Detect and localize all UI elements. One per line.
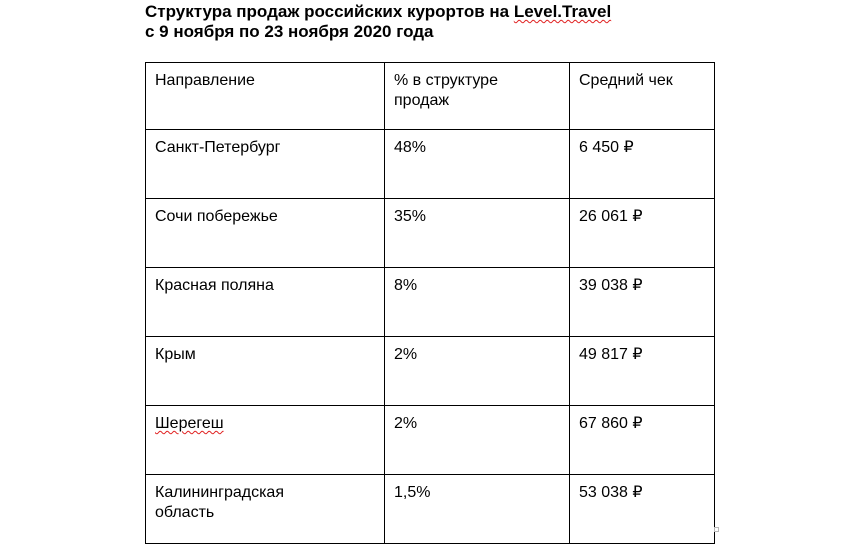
cell-direction [146,475,385,544]
table-row [146,199,715,268]
cell-share: 8% [385,268,570,337]
header-share-text: % в структуре продаж [394,72,498,109]
cell-avg-check: 49 817 ₽ [570,337,715,406]
cell-share: 2% [385,406,570,475]
header-avg-check: Средний чек [570,63,715,130]
cell-direction: Санкт-Петербург [146,130,385,199]
cell-direction: Сочи побережье [146,199,385,268]
cell-direction: Крым [146,337,385,406]
title-brand: Level.Travel [513,2,612,21]
header-share [385,63,570,130]
cell-avg-check: 67 860 ₽ [570,406,715,475]
table-row [146,268,715,337]
cell-direction-text: Шерегеш [155,415,224,432]
sales-structure-table [145,62,715,544]
cell-share: 1,5% [385,475,570,544]
cell-share: 48% [385,130,570,199]
cell-avg-check: 53 038 ₽ [570,475,715,544]
cell-avg-check: 6 450 ₽ [570,130,715,199]
cell-avg-check: 26 061 ₽ [570,199,715,268]
title-prefix: Структура продаж российских курортов на [145,2,514,21]
cell-avg-check: 39 038 ₽ [570,268,715,337]
table-row [146,475,715,544]
table-header-row [146,63,715,130]
cell-direction-text: Калининградская область [155,484,284,521]
cell-share: 2% [385,337,570,406]
table-row [146,337,715,406]
cell-direction [146,406,385,475]
title-line-2: с 9 ноября по 23 ноября 2020 года [145,22,434,41]
table-corner-marker [714,527,719,532]
title-line-1 [145,2,611,22]
header-direction: Направление [146,63,385,130]
table-row [146,406,715,475]
cell-share: 35% [385,199,570,268]
cell-direction: Красная поляна [146,268,385,337]
table-row [146,130,715,199]
document-title [145,2,611,42]
